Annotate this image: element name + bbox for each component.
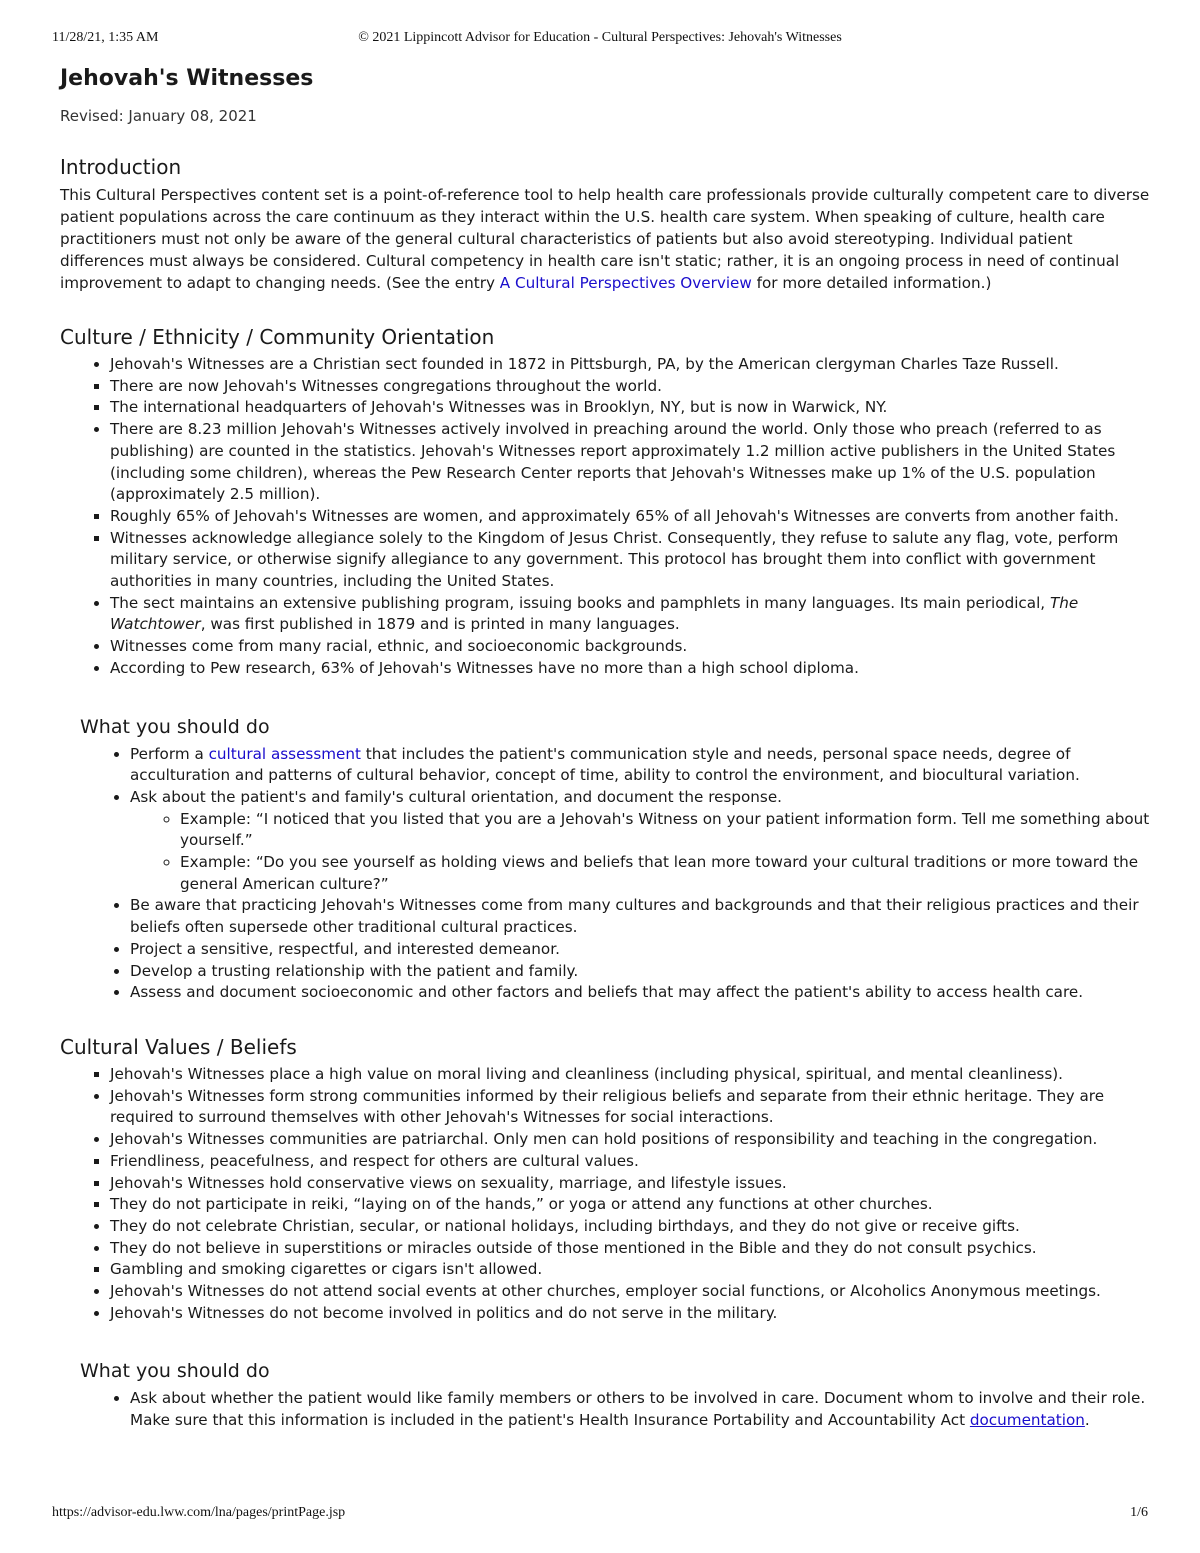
page-title: Jehovah's Witnesses bbox=[60, 66, 314, 91]
print-url: https://advisor-edu.lww.com/lna/pages/printPage.jsp bbox=[52, 1505, 346, 1520]
list-item: • Jehovah's Witnesses form strong communities informed by their religious beliefs and separate from their ethnic heritage. They are required to surround themselves with other Jehovah's Witnesses for social interactions. bbox=[110, 1086, 1150, 1129]
introduction-heading: Introduction bbox=[60, 155, 182, 179]
introduction-text: This Cultural Perspectives content set is a point-of-reference tool to help health care professionals provide culturally competent care to diverse patient populations across the care continuum as they interact within the U.S. health care system. When speaking of culture, health care practitioners must not only be aware of the general cultural characteristics of patients but also avoid stereotyping. Individual patient differences must always be considered. Cultural competency in health care isn't static; rather, it is an ongoing process in need of continual improvement to adapt to changing needs. (See the entry bbox=[60, 186, 1150, 292]
culture-heading: Culture / Ethnicity / Community Orientation bbox=[60, 325, 495, 349]
list-item: ▪ Roughly 65% of Jehovah's Witnesses are women, and approximately 65% of all Jehovah's Witnesses are converts from another faith. bbox=[110, 506, 1150, 528]
list-item: ▪ Friendliness, peacefulness, and respect for others are cultural values. bbox=[110, 1151, 1150, 1173]
what-you-should-do-section bbox=[80, 714, 1150, 1004]
list-item: • According to Pew research, 63% of Jehovah's Witnesses have no more than a high school diploma. bbox=[110, 658, 1150, 680]
list-item bbox=[110, 593, 1150, 636]
list-item: • Project a sensitive, respectful, and interested demeanor. bbox=[130, 939, 1150, 961]
example-item: ◦ Example: “I noticed that you listed that you are a Jehovah's Witness on your patient information form. Tell me something about yourself.” bbox=[180, 809, 1150, 852]
list-item: • Jehovah's Witnesses communities are patriarchal. Only men can hold positions of responsibility and teaching in the congregation. bbox=[110, 1129, 1150, 1151]
list-item: ▪ Jehovah's Witnesses place a high value on moral living and cleanliness (including physical, spiritual, and mental cleanliness). bbox=[110, 1064, 1150, 1086]
list-item: ▪ There are now Jehovah's Witnesses congregations throughout the world. bbox=[110, 376, 1150, 398]
involvement-text-end: . bbox=[1084, 1411, 1090, 1430]
documentation-link[interactable]: documentation bbox=[969, 1411, 1085, 1430]
list-item: ▪ The international headquarters of Jehovah's Witnesses was in Brooklyn, NY, but is now in Warwick, NY. bbox=[110, 397, 1150, 419]
what-you-should-do-list-2 bbox=[80, 1388, 1150, 1431]
list-item: ▪ Gambling and smoking cigarettes or cigars isn't allowed. bbox=[110, 1259, 1150, 1281]
culture-section bbox=[60, 324, 1150, 680]
list-item bbox=[130, 744, 1150, 787]
introduction-paragraph bbox=[60, 184, 1150, 294]
example-list bbox=[130, 809, 1150, 896]
print-title: © 2021 Lippincott Advisor for Education - Cultural Perspectives: Jehovah's Witnesses bbox=[358, 30, 842, 45]
values-heading: Cultural Values / Beliefs bbox=[60, 1034, 297, 1059]
list-item bbox=[130, 1388, 1150, 1431]
what-you-should-do-heading-2: What you should do bbox=[80, 1360, 270, 1383]
periodical-title: The Watchtower bbox=[110, 593, 1079, 634]
print-header bbox=[52, 30, 1148, 46]
list-item: • Develop a trusting relationship with the patient and family. bbox=[130, 961, 1150, 983]
what-you-should-do-list bbox=[80, 744, 1150, 1004]
list-item: • They do not believe in superstitions or miracles outside of those mentioned in the Bible and they do not consult psychics. bbox=[110, 1238, 1150, 1260]
assessment-text: Perform a bbox=[130, 744, 209, 763]
print-datetime: 11/28/21, 1:35 AM bbox=[52, 30, 159, 45]
culture-list bbox=[60, 354, 1150, 680]
list-item: ▪ Witnesses acknowledge allegiance solely to the Kingdom of Jesus Christ. Consequently, they refuse to salute any flag, vote, perform military service, or otherwise signify allegiance to any government. This protocol has brought them into conflict with government authorities in many countries, including the United States. bbox=[110, 528, 1150, 593]
assessment-text-end: that includes the patient's communication style and needs, personal space needs, degree of acculturation and patterns of cultural behavior, concept of time, ability to control the environment, and biocultural variation. bbox=[130, 744, 1080, 785]
list-item bbox=[130, 787, 1150, 896]
what-you-should-do-section-2 bbox=[80, 1358, 1150, 1431]
introduction-text-end: for more detailed information.) bbox=[751, 274, 992, 292]
print-footer bbox=[52, 1505, 1148, 1521]
list-item: • Jehovah's Witnesses do not attend social events at other churches, employer social functions, or Alcoholics Anonymous meetings. bbox=[110, 1281, 1150, 1303]
introduction-section bbox=[60, 154, 1150, 294]
publishing-text-end: , was first published in 1879 and is printed in many languages. bbox=[200, 615, 680, 634]
list-item: ▪ They do not participate in reiki, “laying on of the hands,” or yoga or attend any functions at other churches. bbox=[110, 1194, 1150, 1216]
cultural-assessment-link[interactable]: cultural assessment bbox=[208, 744, 361, 763]
page-number: 1/6 bbox=[1130, 1505, 1148, 1520]
list-item: • Assess and document socioeconomic and other factors and beliefs that may affect the patient's ability to access health care. bbox=[130, 982, 1150, 1004]
revised-date: Revised: January 08, 2021 bbox=[60, 107, 257, 125]
list-item: • Jehovah's Witnesses do not become involved in politics and do not serve in the military. bbox=[110, 1303, 1150, 1325]
involvement-text: Ask about whether the patient would like family members or others to be involved in care. Document whom to involve and their role. Make sure that this information is included in the patient's Health Insurance Portability and Accountability Act bbox=[130, 1389, 1146, 1430]
ask-text: Ask about the patient's and family's cultural orientation, and document the response. bbox=[130, 787, 783, 806]
publishing-text: The sect maintains an extensive publishing program, issuing books and pamphlets in many languages. Its main periodical, bbox=[110, 593, 1050, 612]
list-item: ▪ Jehovah's Witnesses hold conservative views on sexuality, marriage, and lifestyle issues. bbox=[110, 1173, 1150, 1195]
values-section bbox=[60, 1034, 1150, 1324]
cultural-perspectives-overview-link[interactable]: A Cultural Perspectives Overview bbox=[499, 274, 752, 292]
article bbox=[60, 64, 1150, 1432]
list-item: • Witnesses come from many racial, ethnic, and socioeconomic backgrounds. bbox=[110, 636, 1150, 658]
example-item: ◦ Example: “Do you see yourself as holding views and beliefs that lean more toward your cultural traditions or more toward the general American culture?” bbox=[180, 852, 1150, 895]
list-item: • They do not celebrate Christian, secular, or national holidays, including birthdays, and they do not give or receive gifts. bbox=[110, 1216, 1150, 1238]
list-item: • There are 8.23 million Jehovah's Witnesses actively involved in preaching around the world. Only those who preach (referred to as publishing) are counted in the statistics. Jehovah's Witnesses report approximately 1.2 million active publishers in the United States (including some children), whereas the Pew Research Center reports that Jehovah's Witnesses make up 1% of the U.S. population (approximately 2.5 million). bbox=[110, 419, 1150, 506]
list-item: • Be aware that practicing Jehovah's Witnesses come from many cultures and backgrounds and that their religious practices and their beliefs often supersede other traditional cultural practices. bbox=[130, 895, 1150, 938]
values-list bbox=[60, 1064, 1150, 1324]
what-you-should-do-heading: What you should do bbox=[80, 715, 270, 738]
list-item: • Jehovah's Witnesses are a Christian sect founded in 1872 in Pittsburgh, PA, by the American clergyman Charles Taze Russell. bbox=[110, 354, 1150, 376]
